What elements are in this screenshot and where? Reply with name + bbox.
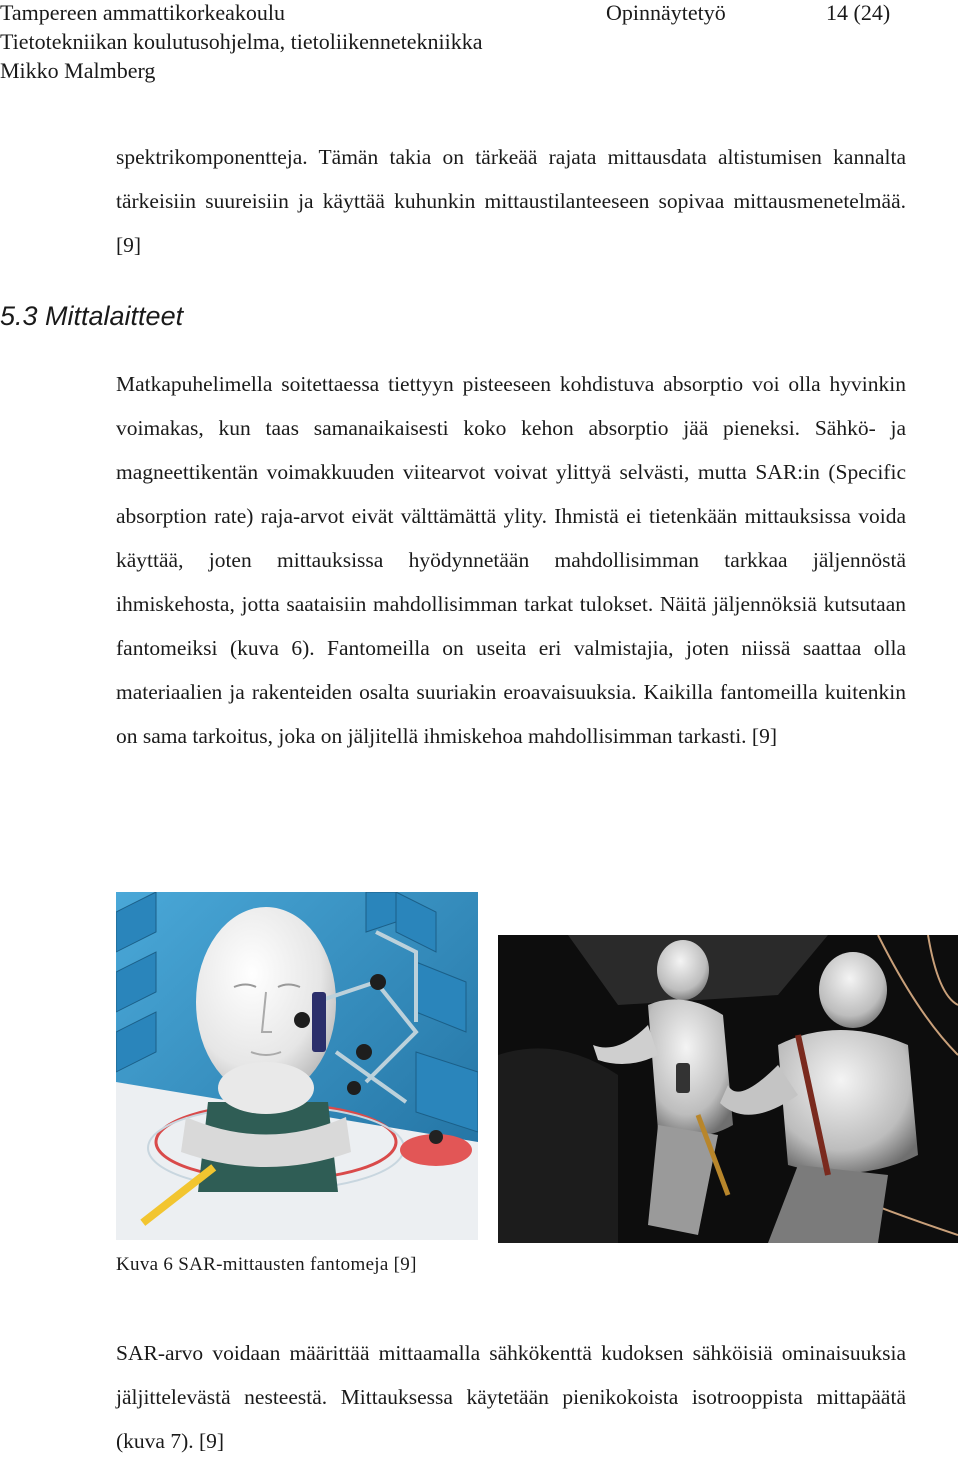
header-author: Mikko Malmberg bbox=[0, 58, 156, 83]
figure-car-phantoms-photo bbox=[498, 935, 958, 1243]
header-page-number: 14 (24) bbox=[826, 0, 891, 25]
paragraph-2: Matkapuhelimella soitettaessa tiettyyn pisteeseen kohdistuva absorptio voi olla hyvinkin voimakas, kun taas samanaikaisesti koko kehon absorptio jää pieneksi. Sähkö- ja magneettikentän voimakkuuden viitearvot voivat ylittyä selvästi, mutta SAR:in (Specific absorption rate) raja-arvot eivät välttämättä ylity. Ihmistä ei tietenkään mittauksissa voida käyttää, joten mittauksissa hyödynnetään mahdollisimman tarkkaa jäljennöstä ihmiskehosta, jotta saataisiin mahdollisimman tarkat tulokset. Näitä jäljennöksiä kutsutaan fantomeiksi (kuva 6). Fantomeilla on useita eri valmistajia, joten niissä saattaa olla materiaalien ja rakenteiden osalta suuriakin eroavaisuuksia. Kaikilla fantomeilla kuitenkin on sama tarkoitus, joka on jäljitellä ihmiskehoa mahdollisimman tarkasti. [9] bbox=[116, 372, 906, 748]
paragraph-1: spektrikomponentteja. Tämän takia on tärkeää rajata mittausdata altistumisen kannalta tärkeisiin suureisiin ja käyttää kuhunkin mittaustilanteeseen sopivaa mittausmenetelmää. [9] bbox=[116, 145, 906, 257]
section-heading: 5.3 Mittalaitteet bbox=[0, 301, 184, 331]
header-school: Tampereen ammattikorkeakoulu bbox=[0, 0, 285, 25]
paragraph-3: SAR-arvo voidaan määrittää mittaamalla sähkökenttä kudoksen sähköisiä ominaisuuksia jäljittelevästä nesteestä. Mittauksessa käytetään pienikokoista isotrooppista mittapäätä (kuva 7). [9] bbox=[116, 1341, 906, 1453]
header-program: Tietotekniikan koulutusohjelma, tietoliikennetekniikka bbox=[0, 29, 483, 54]
header-doc-type: Opinnäytetyö bbox=[606, 0, 726, 25]
figure-head-phantom-photo bbox=[116, 892, 478, 1240]
figure-caption: Kuva 6 SAR-mittausten fantomeja [9] bbox=[116, 1254, 417, 1275]
